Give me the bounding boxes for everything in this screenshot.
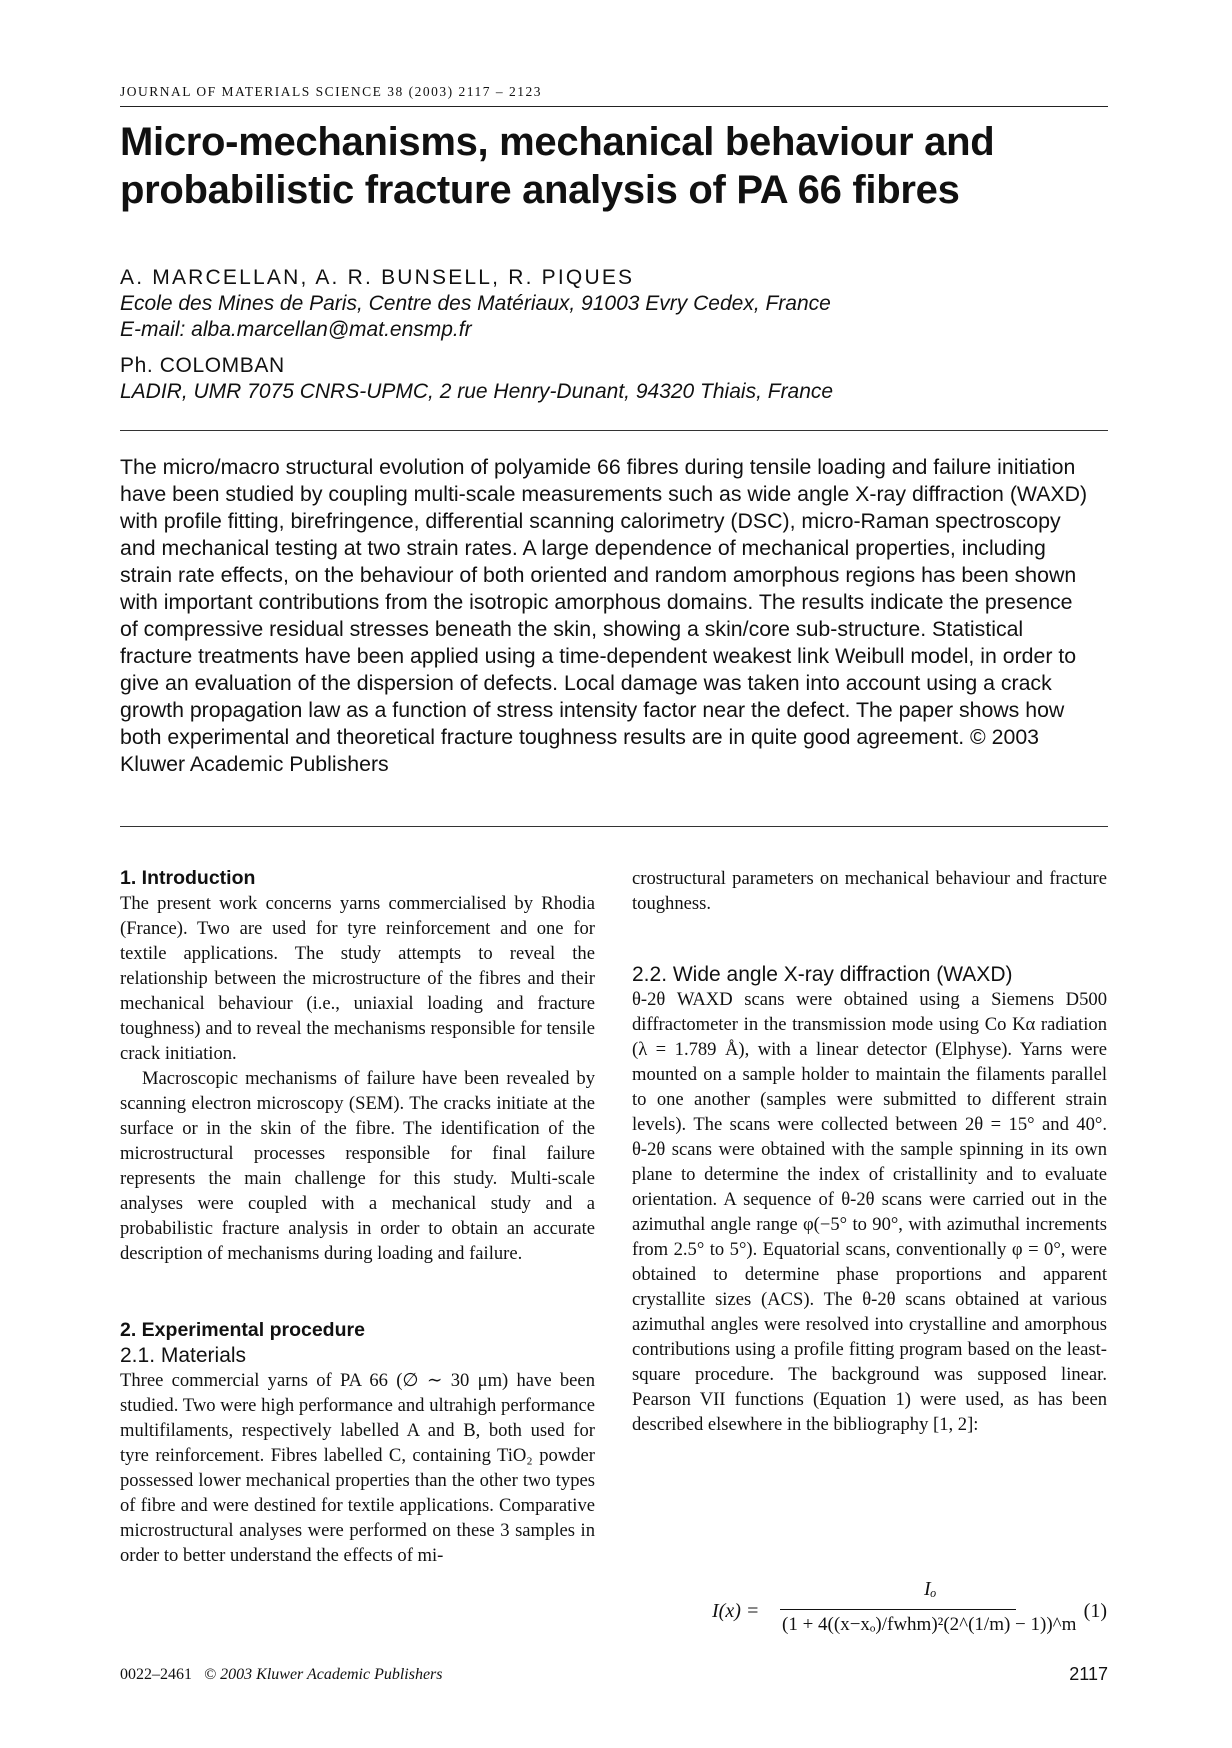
abstract-top-rule [120, 430, 1108, 431]
right-column [632, 866, 1107, 1437]
equation-numerator: Iₒ [924, 1578, 937, 1600]
affiliation-1: Ecole des Mines de Paris, Centre des Matériaux, 91003 Evry Cedex, France [120, 292, 831, 315]
equation-denominator: (1 + 4((x−xₒ)/fwhm)²(2^(1/m) − 1))^m [782, 1614, 1077, 1635]
left-column [120, 866, 595, 1568]
paragraph: The present work concerns yarns commercialised by Rhodia (France). Two are used for tyre reinforcement and one for textile applications. The study attempts to reveal the relationship between the microstructure of the fibres and their mechanical behaviour (i.e., uniaxial loading and fracture toughness) and to reveal the mechanisms responsible for tensile crack initiation. [120, 893, 595, 1064]
subsection-heading-materials: 2.1. Materials [120, 1344, 247, 1367]
affiliation-2: LADIR, UMR 7075 CNRS-UPMC, 2 rue Henry-Dunant, 94320 Thiais, France [120, 380, 834, 403]
paragraph: Macroscopic mechanisms of failure have been revealed by scanning electron microscopy (SEM). The cracks initiate at the surface or in the skin of the fibre. The identification of the microstructural processes responsible for final failure represents the main challenge for this study. Multi-scale analyses were coupled with a mechanical study and a probabilistic fracture analysis in order to obtain an accurate description of mechanisms during loading and failure. [120, 1068, 595, 1264]
footer-left [120, 1666, 443, 1684]
paper-title: Micro-mechanisms, mechanical behaviour and probabilistic fracture analysis of PA 66 fibres [120, 120, 995, 212]
section-heading-experimental: 2. Experimental procedure [120, 1319, 365, 1341]
equation-lhs: I(x) = [712, 1600, 760, 1622]
paragraph: θ-2θ WAXD scans were obtained using a Siemens D500 diffractometer in the transmission mode using Co Kα radiation (λ = 1.789 Å), with a linear detector (Elphyse). Yarns were mounted on a sample holder to maintain the filaments parallel to one another (samples were submitted to different strain levels). The scans were collected between 2θ = 15° and 40°. θ-2θ scans were obtained with the sample spinning in its own plane to determine the index of cristallinity and to evaluate orientation. A sequence of θ-2θ scans were carried out in the azimuthal angle range φ(−5° to 90°, with azimuthal increments from 2.5° to 5°). Equatorial scans, conventionally φ = 0°, were obtained to determine phase proportions and apparent crystallite sizes (ACS). The θ-2θ scans obtained at various azimuthal angles were resolved into crystalline and amorphous contributions using a profile fitting program based on the least-square procedure. The background was supposed linear. Pearson VII functions (Equation 1) were used, as has been described elsewhere in the bibliography [1, 2]: [632, 989, 1107, 1435]
authors-group-1: A. MARCELLAN, A. R. BUNSELL, R. PIQUES [120, 266, 635, 289]
equation-1 [632, 1578, 1107, 1648]
footer-copyright: © 2003 Kluwer Academic Publishers [204, 1666, 443, 1683]
abstract-bottom-rule [120, 826, 1108, 827]
fraction-bar [780, 1609, 1016, 1610]
page-number: 2117 [1069, 1664, 1108, 1684]
paragraph: Three commercial yarns of PA 66 (∅ ∼ 30 μm) have been studied. Two were high performance and ultrahigh performance multifilaments, respectively labelled A and B, both used for tyre reinforcement. Fibres labelled C, containing TiO₂ powder possessed lower mechanical properties than the other two types of fibre and were destined for textile applications. Comparative microstructural analyses were performed on these 3 samples in order to better understand the effects of mi- [120, 1370, 595, 1566]
author-email: E-mail: alba.marcellan@mat.ensmp.fr [120, 318, 472, 341]
equation-number: (1) [1083, 1600, 1107, 1622]
paragraph: crostructural parameters on mechanical behaviour and fracture toughness. [632, 868, 1107, 914]
section-heading-introduction: 1. Introduction [120, 867, 256, 889]
authors-group-2: Ph. COLOMBAN [120, 354, 285, 377]
issn: 0022–2461 [120, 1666, 192, 1683]
subsection-heading-waxd: 2.2. Wide angle X-ray diffraction (WAXD) [632, 963, 1013, 986]
running-head: JOURNAL OF MATERIALS SCIENCE 38 (2003) 2117 – 2123 [120, 84, 543, 99]
abstract: The micro/macro structural evolution of polyamide 66 fibres during tensile loading and failure initiation have been studied by coupling multi-scale measurements such as wide angle X-ray diffraction (WAXD) with profile fitting, birefringence, differential scanning calorimetry (DSC), micro-Raman spectroscopy and mechanical testing at two strain rates. A large dependence of mechanical properties, including strain rate effects, on the behaviour of both oriented and random amorphous regions has been shown with important contributions from the isotropic amorphous domains. The results indicate the presence of compressive residual stresses beneath the skin, showing a skin/core sub-structure. Statistical fracture treatments have been applied using a time-dependent weakest link Weibull model, in order to give an evaluation of the dispersion of defects. Local damage was taken into account using a crack growth propagation law as a function of stress intensity factor near the defect. The paper shows how both experimental and theoretical fracture toughness results are in quite good agreement. © 2003 Kluwer Academic Publishers [120, 455, 1088, 776]
header-rule [120, 106, 1108, 107]
